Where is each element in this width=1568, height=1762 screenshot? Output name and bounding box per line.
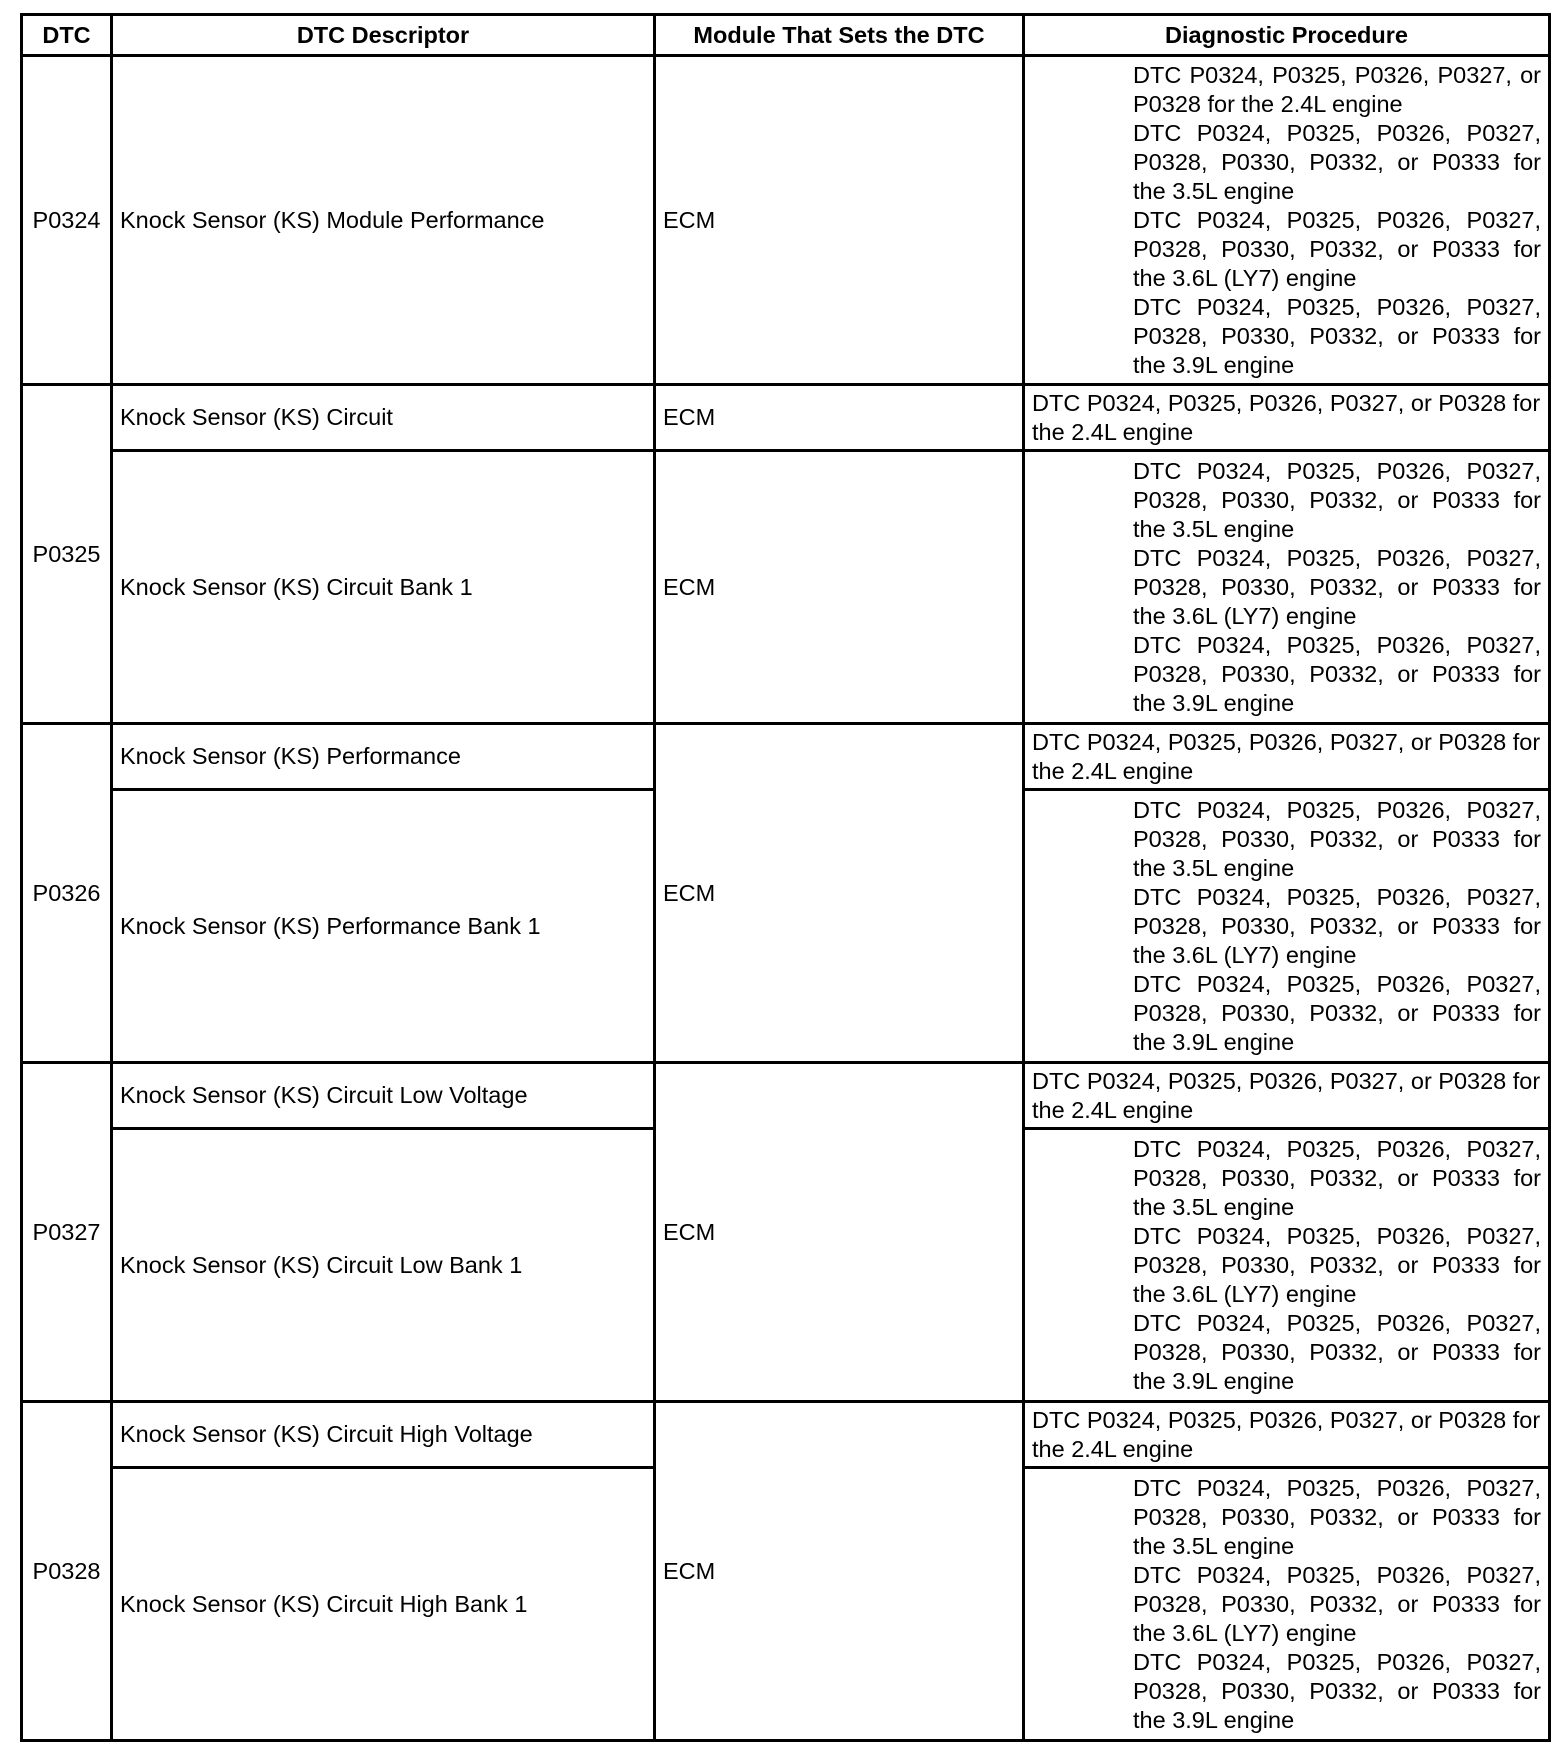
procedure-link-2-4l[interactable]: DTC P0324, P0325, P0326, P0327, or P0328 for the 2.4L engine	[1032, 728, 1541, 784]
dtc-code: P0327	[22, 1063, 112, 1402]
procedure-cell	[1024, 1468, 1550, 1741]
procedure-link-2-4l[interactable]: DTC P0324, P0325, P0326, P0327, or P0328 for the 2.4L engine	[1133, 61, 1541, 117]
header-dtc: DTC	[22, 15, 112, 56]
procedure-link-3-5l[interactable]: DTC P0324, P0325, P0326, P0327, P0328, P0330, P0332, or P0333 for the 3.5L engine	[1133, 119, 1541, 204]
dtc-descriptor: Knock Sensor (KS) Circuit High Voltage	[112, 1402, 655, 1468]
procedure-link-3-9l[interactable]: DTC P0324, P0325, P0326, P0327, P0328, P0330, P0332, or P0333 for the 3.9L engine	[1133, 1309, 1541, 1394]
procedure-link-3-9l[interactable]: DTC P0324, P0325, P0326, P0327, P0328, P0330, P0332, or P0333 for the 3.9L engine	[1133, 293, 1541, 378]
dtc-descriptor: Knock Sensor (KS) Circuit	[112, 385, 655, 451]
dtc-descriptor: Knock Sensor (KS) Circuit High Bank 1	[112, 1468, 655, 1741]
table-row	[22, 451, 1550, 724]
procedure-cell	[1024, 1129, 1550, 1402]
procedure-link-3-9l[interactable]: DTC P0324, P0325, P0326, P0327, P0328, P0330, P0332, or P0333 for the 3.9L engine	[1133, 631, 1541, 716]
module-cell: ECM	[655, 1402, 1024, 1741]
header-row	[22, 15, 1550, 56]
procedure-link-2-4l[interactable]: DTC P0324, P0325, P0326, P0327, or P0328 for the 2.4L engine	[1032, 1067, 1541, 1123]
module-cell: ECM	[655, 385, 1024, 451]
dtc-descriptor: Knock Sensor (KS) Circuit Low Bank 1	[112, 1129, 655, 1402]
procedure-link-3-6l[interactable]: DTC P0324, P0325, P0326, P0327, P0328, P0330, P0332, or P0333 for the 3.6L (LY7) engine	[1133, 883, 1541, 968]
procedure-cell	[1024, 724, 1550, 790]
procedure-cell	[1024, 1063, 1550, 1129]
module-cell: ECM	[655, 1063, 1024, 1402]
dtc-table	[20, 13, 1551, 1742]
module-cell: ECM	[655, 56, 1024, 385]
procedure-link-3-5l[interactable]: DTC P0324, P0325, P0326, P0327, P0328, P0330, P0332, or P0333 for the 3.5L engine	[1133, 1474, 1541, 1559]
procedure-cell	[1024, 56, 1550, 385]
procedure-cell	[1024, 790, 1550, 1063]
module-cell: ECM	[655, 724, 1024, 1063]
dtc-descriptor: Knock Sensor (KS) Performance	[112, 724, 655, 790]
dtc-code: P0326	[22, 724, 112, 1063]
procedure-link-3-9l[interactable]: DTC P0324, P0325, P0326, P0327, P0328, P0330, P0332, or P0333 for the 3.9L engine	[1133, 1648, 1541, 1733]
dtc-descriptor: Knock Sensor (KS) Circuit Bank 1	[112, 451, 655, 724]
dtc-descriptor: Knock Sensor (KS) Module Performance	[112, 56, 655, 385]
dtc-code: P0328	[22, 1402, 112, 1741]
table-row	[22, 385, 1550, 451]
dtc-code: P0325	[22, 385, 112, 724]
procedure-link-3-5l[interactable]: DTC P0324, P0325, P0326, P0327, P0328, P0330, P0332, or P0333 for the 3.5L engine	[1133, 1135, 1541, 1220]
procedure-cell	[1024, 385, 1550, 451]
procedure-link-3-5l[interactable]: DTC P0324, P0325, P0326, P0327, P0328, P0330, P0332, or P0333 for the 3.5L engine	[1133, 457, 1541, 542]
procedure-link-3-6l[interactable]: DTC P0324, P0325, P0326, P0327, P0328, P0330, P0332, or P0333 for the 3.6L (LY7) engine	[1133, 206, 1541, 291]
module-cell: ECM	[655, 451, 1024, 724]
procedure-link-2-4l[interactable]: DTC P0324, P0325, P0326, P0327, or P0328 for the 2.4L engine	[1032, 389, 1541, 445]
procedure-link-3-6l[interactable]: DTC P0324, P0325, P0326, P0327, P0328, P0330, P0332, or P0333 for the 3.6L (LY7) engine	[1133, 1222, 1541, 1307]
procedure-link-2-4l[interactable]: DTC P0324, P0325, P0326, P0327, or P0328 for the 2.4L engine	[1032, 1406, 1541, 1462]
table-row	[22, 1063, 1550, 1129]
dtc-code: P0324	[22, 56, 112, 385]
procedure-link-3-6l[interactable]: DTC P0324, P0325, P0326, P0327, P0328, P0330, P0332, or P0333 for the 3.6L (LY7) engine	[1133, 544, 1541, 629]
procedure-link-3-5l[interactable]: DTC P0324, P0325, P0326, P0327, P0328, P0330, P0332, or P0333 for the 3.5L engine	[1133, 796, 1541, 881]
dtc-descriptor: Knock Sensor (KS) Performance Bank 1	[112, 790, 655, 1063]
table-row	[22, 724, 1550, 790]
procedure-link-3-9l[interactable]: DTC P0324, P0325, P0326, P0327, P0328, P0330, P0332, or P0333 for the 3.9L engine	[1133, 970, 1541, 1055]
procedure-cell	[1024, 451, 1550, 724]
procedure-cell	[1024, 1402, 1550, 1468]
header-procedure: Diagnostic Procedure	[1024, 15, 1550, 56]
table-row	[22, 1402, 1550, 1468]
dtc-document	[20, 13, 1551, 1742]
header-module: Module That Sets the DTC	[655, 15, 1024, 56]
procedure-link-3-6l[interactable]: DTC P0324, P0325, P0326, P0327, P0328, P0330, P0332, or P0333 for the 3.6L (LY7) engine	[1133, 1561, 1541, 1646]
table-row	[22, 56, 1550, 385]
header-descriptor: DTC Descriptor	[112, 15, 655, 56]
dtc-descriptor: Knock Sensor (KS) Circuit Low Voltage	[112, 1063, 655, 1129]
